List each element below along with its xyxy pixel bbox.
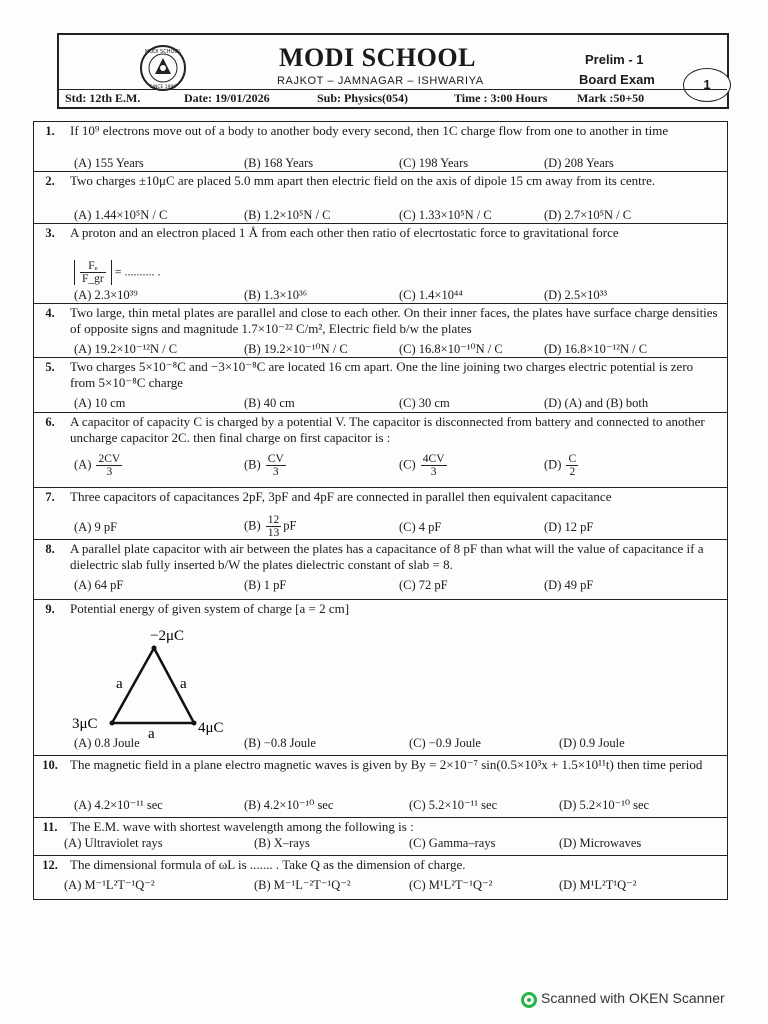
- option-a-label: (A): [74, 457, 92, 472]
- option-d: (D) 49 pF: [544, 578, 594, 592]
- question-text: Two large, thin metal plates are parallel and close to each other. On their inner faces, the plates have surface charge densities of opposite signs and magnitude 1.7×10⁻²² C/m², Electric field b/w the plates: [70, 305, 718, 336]
- option-a: (A) M⁻¹L²T⁻¹Q⁻²: [64, 878, 155, 892]
- question-number: 12.: [42, 858, 58, 872]
- question-text: The E.M. wave with shortest wavelength among the following is :: [70, 819, 414, 834]
- option-a: (A) 2.3×10³⁹: [74, 288, 138, 302]
- option-d: (D) M¹L²T¹Q⁻²: [559, 878, 637, 892]
- option-b: [244, 514, 297, 539]
- option-a: (A) Ultraviolet rays: [64, 836, 163, 850]
- question-number: 11.: [42, 820, 58, 834]
- frac-numerator: C: [568, 453, 577, 465]
- frac-numerator: 2CV: [98, 453, 121, 465]
- option-d: (D) Microwaves: [559, 836, 642, 850]
- option-b: [244, 453, 288, 478]
- option-c: (C) 5.2×10⁻¹¹ sec: [409, 798, 498, 812]
- charge-right-dot: [192, 721, 197, 726]
- charge-left-label: 3μC: [72, 716, 98, 732]
- option-b: (B) −0.8 Joule: [244, 736, 316, 750]
- ratio-numerator: Fₑ: [80, 260, 106, 273]
- exam-board: Board Exam: [579, 72, 655, 87]
- question-1: [34, 122, 727, 172]
- question-10: [34, 756, 727, 818]
- frac-denominator: 3: [430, 466, 437, 478]
- option-b: (B) 40 cm: [244, 396, 295, 410]
- option-c: (C) M¹L²T⁻¹Q⁻²: [409, 878, 493, 892]
- question-text: Potential energy of given system of charge [a = 2 cm]: [70, 601, 350, 616]
- option-d: (D) 208 Years: [544, 156, 614, 170]
- side-label-base: a: [148, 726, 155, 742]
- question-4: [34, 304, 727, 358]
- school-logo-icon: [139, 44, 187, 92]
- option-a: (A) 9 pF: [74, 520, 118, 534]
- scanner-logo-icon: [521, 992, 537, 1008]
- option-c: (C) 1.4×10⁴⁴: [399, 288, 463, 302]
- option-a: (A) 4.2×10⁻¹¹ sec: [74, 798, 163, 812]
- date-info: Date: 19/01/2026: [184, 91, 270, 105]
- school-cities: RAJKOT – JAMNAGAR – ISHWARIYA: [277, 75, 484, 87]
- option-a: (A) 0.8 Joule: [74, 736, 140, 750]
- question-12: [34, 856, 727, 900]
- option-d: (D) 5.2×10⁻¹⁰ sec: [559, 798, 650, 812]
- option-d: (D) 2.5×10³³: [544, 288, 608, 302]
- charge-triangle-diagram: [72, 618, 274, 742]
- option-c: (C) 72 pF: [399, 578, 448, 592]
- option-c: (C) 198 Years: [399, 156, 469, 170]
- question-11: [34, 818, 727, 856]
- question-7: [34, 488, 727, 540]
- question-text: If 10⁹ electrons move out of a body to another body every second, then 1C charge flow from one to another in time: [70, 123, 669, 138]
- question-number: 1.: [45, 124, 55, 138]
- page-number: 1: [683, 68, 731, 102]
- frac-numerator: 4CV: [422, 453, 445, 465]
- option-b: (B) 4.2×10⁻¹⁰ sec: [244, 798, 334, 812]
- question-number: 9.: [45, 602, 55, 616]
- side-label-left: a: [116, 676, 123, 692]
- option-a: [74, 453, 124, 478]
- option-c: (C) 1.33×10⁵N / C: [399, 208, 492, 222]
- question-text: Two charges 5×10⁻⁸C and −3×10⁻⁸C are located 16 cm apart. One the line joining two charges electric potential is zero from 5×10⁻⁸C charge: [70, 359, 694, 390]
- charge-top-label: −2μC: [150, 628, 185, 644]
- scanner-watermark: Scanned with OKEN Scanner: [541, 990, 725, 1006]
- option-b: (B) X–rays: [254, 836, 310, 850]
- option-a: (A) 1.44×10⁵N / C: [74, 208, 168, 222]
- frac-denominator: 3: [272, 466, 279, 478]
- question-number: 7.: [45, 490, 55, 504]
- option-b: (B) 168 Years: [244, 156, 314, 170]
- option-d: (D) 16.8×10⁻¹²N / C: [544, 342, 648, 356]
- triangle-side-right: [154, 648, 194, 723]
- ratio-tail: = .......... .: [114, 264, 161, 279]
- svg-text:SINCE 1999: SINCE 1999: [149, 85, 177, 90]
- option-b-label: (B): [244, 518, 261, 533]
- question-text: A capacitor of capacity C is charged by a potential V. The capacitor is disconnected from battery and connected to another uncharge capacitor 2C. then final charge on first capacitor is :: [70, 414, 705, 445]
- option-a: (A) 10 cm: [74, 396, 126, 410]
- option-c: [399, 453, 449, 478]
- charge-left-dot: [110, 721, 115, 726]
- frac-numerator: 12: [267, 514, 280, 526]
- option-b: (B) 1 pF: [244, 578, 287, 592]
- question-number: 4.: [45, 306, 55, 320]
- option-c: (C) 30 cm: [399, 396, 450, 410]
- time-info: Time : 3:00 Hours: [454, 91, 548, 105]
- question-text: The magnetic field in a plane electro magnetic waves is given by By = 2×10⁻⁷ sin(0.5×10³x + 1.5×10¹¹t) then time period: [70, 757, 703, 772]
- option-b-label: (B): [244, 457, 261, 472]
- option-b: (B) 1.2×10⁵N / C: [244, 208, 331, 222]
- question-9: [34, 600, 727, 756]
- option-c: (C) −0.9 Joule: [409, 736, 481, 750]
- option-a: (A) 64 pF: [74, 578, 124, 592]
- frac-denominator: 13: [267, 527, 280, 539]
- question-2: [34, 172, 727, 224]
- question-number: 6.: [45, 415, 55, 429]
- option-d: [544, 453, 580, 478]
- question-3: [34, 224, 727, 304]
- question-number: 10.: [42, 758, 58, 772]
- charge-right-label: 4μC: [198, 720, 224, 736]
- option-b: (B) 1.3×10³⁶: [244, 288, 308, 302]
- ratio-denominator: F_gr: [82, 273, 104, 285]
- frac-denominator: 2: [569, 466, 576, 478]
- option-a: (A) 155 Years: [74, 156, 144, 170]
- question-number: 3.: [45, 226, 55, 240]
- question-text: A parallel plate capacitor with air between the plates has a capacitance of 8 pF than what will the value of capacitance if a dielectric slab fully inserted b/W the plates dielectric constant of slab = 8.: [70, 541, 704, 572]
- question-number: 8.: [45, 542, 55, 556]
- option-b: (B) M⁻¹L⁻²T⁻¹Q⁻²: [254, 878, 351, 892]
- exam-header: [57, 33, 729, 109]
- question-text: Two charges ±10μC are placed 5.0 mm apart then electric field on the axis of dipole 15 cm away from its centre.: [70, 173, 656, 188]
- school-name: MODI SCHOOL: [279, 43, 476, 72]
- option-d: (D) (A) and (B) both: [544, 396, 649, 410]
- force-ratio: [74, 260, 161, 285]
- question-6: [34, 413, 727, 488]
- option-c: (C) Gamma–rays: [409, 836, 496, 850]
- question-5: [34, 358, 727, 413]
- side-label-right: a: [180, 676, 187, 692]
- option-c: (C) 16.8×10⁻¹⁰N / C: [399, 342, 503, 356]
- frac-unit: pF: [283, 518, 297, 533]
- option-d-label: (D): [544, 457, 562, 472]
- question-text: The dimensional formula of ωL is ....... . Take Q as the dimension of charge.: [70, 857, 466, 872]
- svg-text:MODI SCHOOL: MODI SCHOOL: [144, 49, 182, 55]
- frac-denominator: 3: [106, 466, 113, 478]
- subject-info: Sub: Physics(054): [317, 91, 409, 105]
- question-8: [34, 540, 727, 600]
- option-d: (D) 12 pF: [544, 520, 594, 534]
- frac-numerator: CV: [267, 453, 284, 465]
- option-a: (A) 19.2×10⁻¹²N / C: [74, 342, 178, 356]
- option-d: (D) 0.9 Joule: [559, 736, 625, 750]
- header-divider: [59, 89, 727, 90]
- charge-top-dot: [152, 646, 157, 651]
- marks-info: Mark :50+50: [577, 91, 645, 105]
- questions-table: [33, 121, 728, 900]
- std-info: Std: 12th E.M.: [65, 91, 141, 105]
- option-c-label: (C): [399, 457, 416, 472]
- option-d: (D) 2.7×10⁵N / C: [544, 208, 632, 222]
- question-number: 5.: [45, 360, 55, 374]
- question-text: Three capacitors of capacitances 2pF, 3pF and 4pF are connected in parallel then equivalent capacitance: [70, 489, 612, 504]
- question-text: A proton and an electron placed 1 Å from each other then ratio of elecrtostatic force to gravitational force: [70, 225, 619, 240]
- exam-prelim: Prelim - 1: [585, 52, 644, 67]
- question-number: 2.: [45, 174, 55, 188]
- option-c: (C) 4 pF: [399, 520, 442, 534]
- option-b: (B) 19.2×10⁻¹⁰N / C: [244, 342, 348, 356]
